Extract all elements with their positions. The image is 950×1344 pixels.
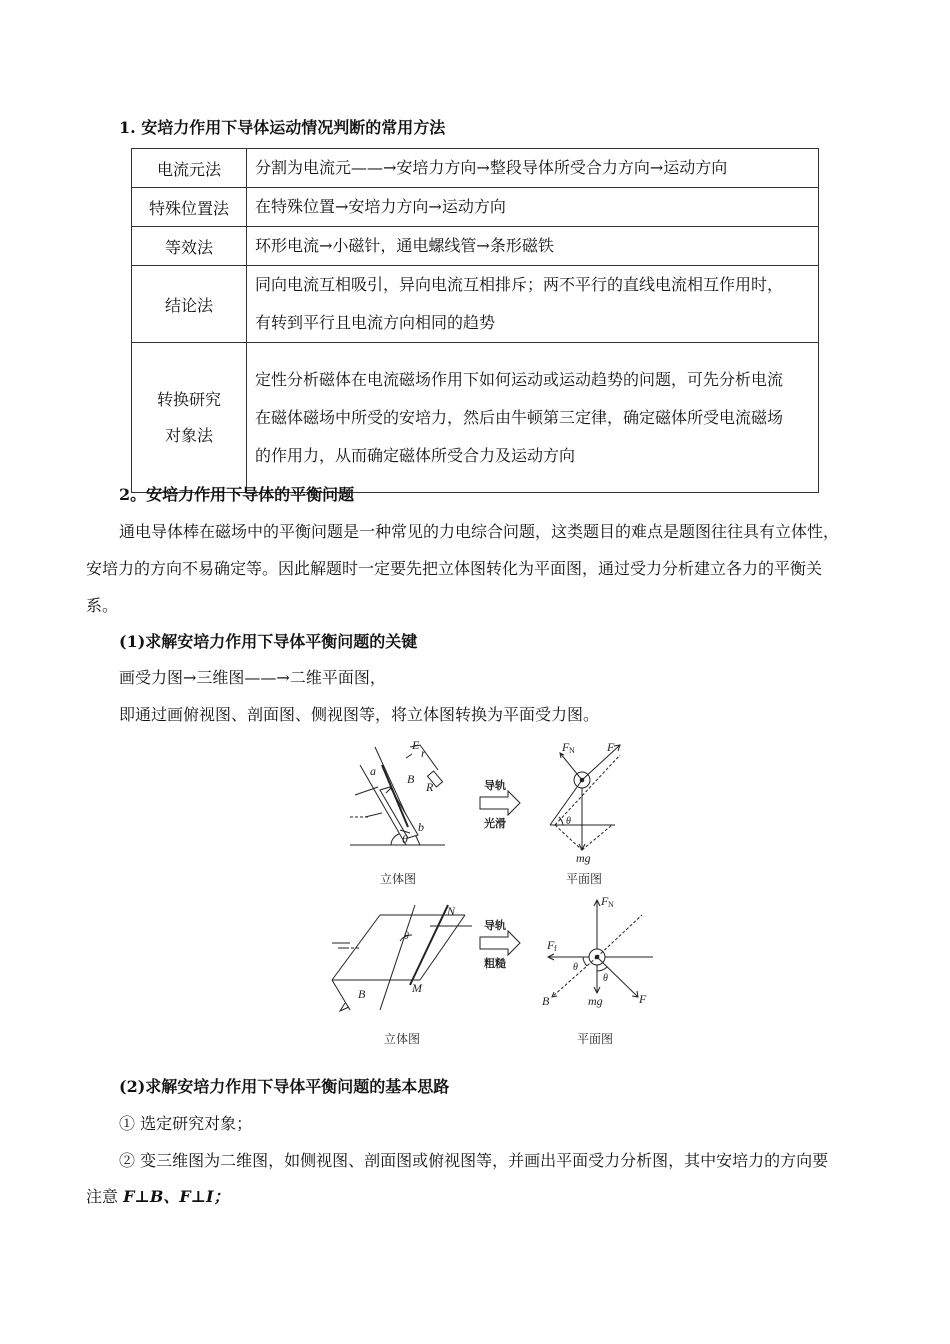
section2-title: 2。安培力作用下导体的平衡问题 [119,485,355,504]
caption-2d: 平面图 [577,1032,614,1046]
label-theta: θ [573,962,578,973]
method-desc-line: 在磁体磁场中所受的安培力，然后由牛顿第三定律，确定磁体所受电流磁场 [255,407,784,427]
transform-arrow-smooth [480,791,520,815]
arrow-label-smooth: 光滑 [484,818,506,830]
section1-title: 1. 安培力作用下导体运动情况判断的常用方法 [119,118,446,137]
label-FN-sub: N [608,900,614,909]
method-desc-line: 有转到平行且电流方向相同的趋势 [255,313,496,332]
label-Ff: F [547,938,555,952]
caption-3d: 立体图 [384,1032,421,1046]
sub2-title: (2)求解安培力作用下导体平衡问题的基本思路 [119,1077,450,1096]
method-name: 电流元法 [132,149,247,188]
label-B: B [358,987,366,1001]
label-b: b [418,820,424,834]
method-desc: 在特殊位置→安培力方向→运动方向 [247,188,819,227]
perpendicular-condition: F⊥B、F⊥I； [123,1187,230,1206]
label-mg: mg [576,851,591,865]
paragraph-line: 通电导体棒在磁场中的平衡问题是一种常见的力电综合问题，这类题目的难点是题图往往具有立体性， [119,522,840,541]
method-desc: 环形电流→小磁针，通电螺线管→条形磁铁 [247,227,819,266]
paragraph-line: 系。 [86,596,119,615]
caption-3d: 立体图 [380,872,417,886]
label-N: N [447,904,456,918]
step-2-prefix: 注意 [86,1187,124,1206]
method-name: 等效法 [132,227,247,266]
diagram-2d-smooth [550,745,620,850]
label-F: F [607,740,615,754]
table-row [132,343,819,493]
diagram-2d-rough [548,900,653,997]
method-name [132,343,247,493]
method-desc-line: 定性分析磁体在电流磁场作用下如何运动或运动趋势的问题，可先分析电流 [255,369,784,389]
label-r: r [421,746,426,760]
method-desc-line: 同向电流互相吸引，异向电流互相排斥；两不平行的直线电流相互作用时， [255,275,784,294]
label-F: F [639,992,647,1006]
label-Ff-sub: f [554,944,557,953]
transform-arrow-rough [480,931,520,955]
label-theta: θ [566,816,571,827]
method-name: 结论法 [132,266,247,343]
step-2: ② 变三维图为二维图，如侧视图、剖面图或俯视图等，并画出平面受力分析图，其中安培力的方向要 [119,1151,829,1170]
arrow-label-rail: 导轨 [484,920,506,932]
label-theta: θ [603,973,608,984]
table-row [132,149,819,188]
label-FN: F [601,894,609,908]
step-2-continuation [86,1185,876,1209]
diagram-3d-smooth [350,745,445,845]
label-FN-sub: N [569,746,575,755]
method-name-line: 转换研究 [156,389,221,409]
step-1: ① 选定研究对象； [119,1114,253,1133]
label-theta: θ [404,931,409,942]
diagram-3d-rough [332,905,472,1011]
sub1-line: 即通过画俯视图、剖面图、侧视图等，将立体图转换为平面受力图。 [119,705,600,724]
caption-2d: 平面图 [566,872,603,886]
arrow-label-rail: 导轨 [484,780,506,792]
label-theta: θ [402,832,408,846]
method-name: 特殊位置法 [132,188,247,227]
method-desc [247,266,819,343]
force-diagram-figure [320,735,670,1055]
arrow-label-rough: 粗糙 [484,958,506,970]
label-M: M [412,981,422,995]
sub1-title: (1)求解安培力作用下导体平衡问题的关键 [119,632,418,651]
sub1-line: 画受力图→三维图——→二维平面图， [119,668,386,687]
label-B: B [542,994,550,1008]
paragraph-line: 安培力的方向不易确定等。因此解题时一定要先把立体图转化为平面图，通过受力分析建立各力的平衡关 [86,559,823,578]
label-B: B [407,772,415,786]
table-row [132,188,819,227]
label-mg: mg [588,994,603,1008]
table-row [132,266,819,343]
label-R: R [426,780,434,794]
method-desc: 分割为电流元——→安培力方向→整段导体所受合力方向→运动方向 [247,149,819,188]
method-desc-line: 的作用力，从而确定磁体所受合力及运动方向 [255,445,576,465]
table-row [132,227,819,266]
label-E: E [412,738,420,752]
method-name-line: 对象法 [164,425,213,445]
label-FN: F [562,740,570,754]
methods-table [131,148,819,493]
label-a: a [370,764,376,778]
method-desc [247,343,819,493]
